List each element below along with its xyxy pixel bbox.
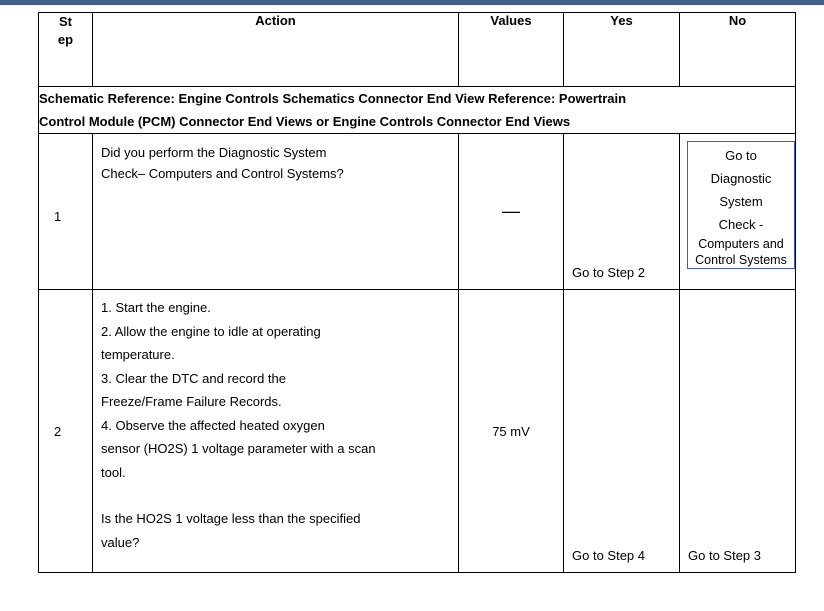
link-line: Computers and [698, 237, 784, 251]
diagnostic-system-check-link[interactable] [687, 141, 795, 269]
header-step-line1: St [59, 14, 72, 29]
header-row [39, 13, 796, 87]
link-line: Diagnostic [710, 171, 772, 186]
go-to-step-4-link[interactable]: Go to Step 4 [572, 548, 645, 563]
header-action: Action [93, 13, 459, 87]
reference-line-1: Schematic Reference: Engine Controls Schematics Connector End View Reference: Powertrain [39, 91, 627, 106]
step-number: 1 [39, 134, 93, 290]
action-line: 3. Clear the DTC and record the [101, 370, 286, 386]
action-cell [93, 134, 459, 290]
no-cell [680, 290, 796, 573]
link-line: Check - [718, 217, 764, 232]
value-cell [459, 290, 564, 573]
value-text: 75 mV [492, 423, 530, 439]
reference-line-2: Control Module (PCM) Connector End Views or Engine Controls Connector End Views [39, 114, 571, 129]
table-row [39, 134, 796, 290]
link-line: System [719, 194, 763, 209]
action-line: Freeze/Frame Failure Records. [101, 394, 282, 409]
header-values: Values [459, 13, 564, 87]
blank-line [101, 484, 450, 507]
action-line: sensor (HO2S) 1 voltage parameter with a scan [101, 441, 376, 456]
action-cell [93, 290, 459, 573]
value-cell [459, 134, 564, 290]
header-yes: Yes [564, 13, 680, 87]
step-number: 2 [39, 290, 93, 573]
action-line: Did you perform the Diagnostic System [101, 145, 327, 160]
action-line: temperature. [101, 347, 175, 362]
schematic-reference [39, 87, 796, 134]
schematic-reference-row [39, 87, 796, 134]
value-text: — [502, 201, 520, 221]
action-line: 2. Allow the engine to idle at operating [101, 323, 321, 339]
header-step [39, 13, 93, 87]
action-line: Check– Computers and Control Systems? [101, 166, 344, 181]
action-line: 4. Observe the affected heated oxygen [101, 417, 325, 433]
table-row [39, 290, 796, 573]
diagnostic-table [38, 12, 796, 573]
link-line: Go to [725, 148, 757, 163]
yes-cell [564, 134, 680, 290]
header-no: No [680, 13, 796, 87]
go-to-step-2-link[interactable]: Go to Step 2 [572, 265, 645, 280]
action-line: value? [101, 534, 140, 550]
link-line: Control Systems [695, 253, 787, 267]
action-line: 1. Start the engine. [101, 300, 211, 315]
no-cell [680, 134, 796, 290]
yes-cell [564, 290, 680, 573]
go-to-step-3-link[interactable]: Go to Step 3 [688, 548, 761, 563]
window-top-bar [0, 0, 824, 5]
header-step-line2: ep [57, 32, 74, 47]
action-line: tool. [101, 464, 126, 480]
action-line: Is the HO2S 1 voltage less than the specified [101, 511, 361, 526]
